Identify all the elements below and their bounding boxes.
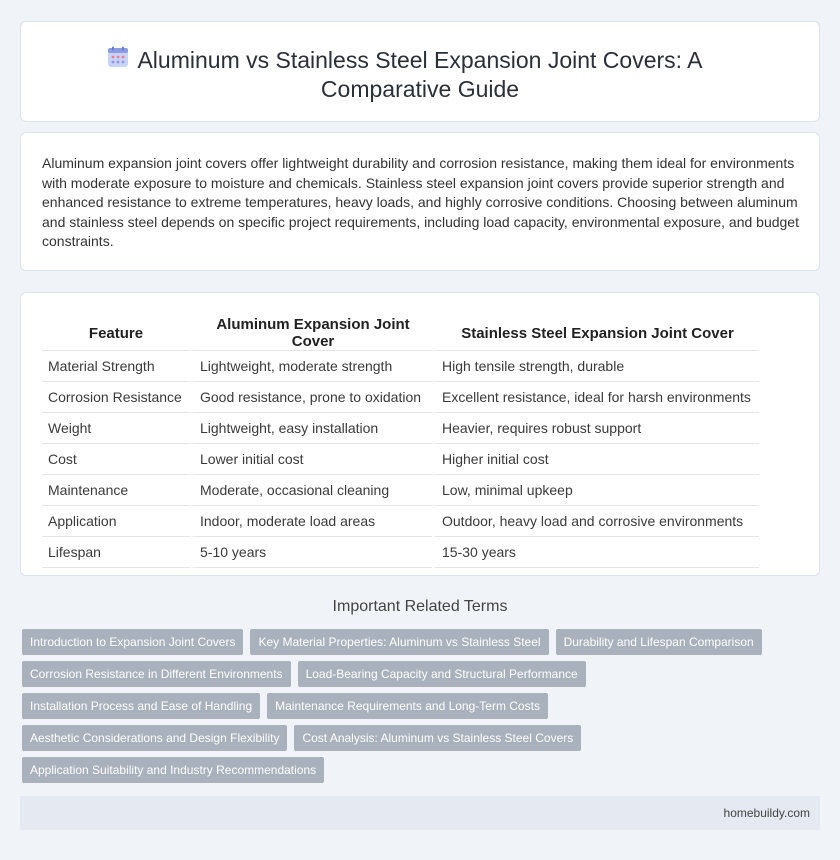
intro-card xyxy=(20,132,820,271)
related-term-tag[interactable]: Durability and Lifespan Comparison xyxy=(556,629,762,655)
intro-paragraph: Aluminum expansion joint covers offer lightweight durability and corrosion resistance, making them ideal for environments with moderate exposure to moisture and chemicals. Stainless steel expansion joint covers provide superior strength and enhanced resistance to extreme temperatures, heavy loads, and highly corrosive conditions. Choosing between aluminum and stainless steel depends on specific project requirements, including load capacity, environmental exposure, and budget constraints. xyxy=(42,155,799,249)
comparison-table-card xyxy=(20,292,820,576)
feature-cell: Corrosion Resistance xyxy=(42,382,190,413)
aluminum-cell: Lightweight, easy installation xyxy=(190,413,432,444)
stainless-cell: 15-30 years xyxy=(432,537,759,568)
table-row xyxy=(42,413,759,444)
stainless-cell: High tensile strength, durable xyxy=(432,351,759,382)
page-title-line-2: Comparative Guide xyxy=(320,76,520,102)
related-term-tag[interactable]: Introduction to Expansion Joint Covers xyxy=(22,629,243,655)
feature-cell: Application xyxy=(42,506,190,537)
page-title-line-1: Aluminum vs Stainless Steel Expansion Joint Covers: A xyxy=(137,47,703,73)
header-feature: Feature xyxy=(42,316,190,351)
footer-site-link[interactable]: homebuildy.com xyxy=(723,806,810,820)
aluminum-cell: Moderate, occasional cleaning xyxy=(190,475,432,506)
stainless-cell: Higher initial cost xyxy=(432,444,759,475)
stainless-cell: Excellent resistance, ideal for harsh environments xyxy=(432,382,759,413)
table-row xyxy=(42,382,759,413)
related-terms-heading: Important Related Terms xyxy=(332,598,508,615)
feature-cell: Lifespan xyxy=(42,537,190,568)
feature-cell: Cost xyxy=(42,444,190,475)
feature-cell: Material Strength xyxy=(42,351,190,382)
related-term-tag[interactable]: Corrosion Resistance in Different Environments xyxy=(22,661,291,687)
related-term-tag[interactable]: Installation Process and Ease of Handling xyxy=(22,693,260,719)
related-term-tag[interactable]: Application Suitability and Industry Recommendations xyxy=(22,757,324,783)
aluminum-cell: Indoor, moderate load areas xyxy=(190,506,432,537)
header-stainless-steel: Stainless Steel Expansion Joint Cover xyxy=(432,316,759,351)
related-term-tag[interactable]: Key Material Properties: Aluminum vs Stainless Steel xyxy=(250,629,548,655)
related-term-tag[interactable]: Maintenance Requirements and Long-Term Costs xyxy=(267,693,548,719)
stainless-cell: Heavier, requires robust support xyxy=(432,413,759,444)
table-row xyxy=(42,506,759,537)
calendar-icon xyxy=(107,46,129,68)
aluminum-cell: Lower initial cost xyxy=(190,444,432,475)
page-title xyxy=(21,46,819,104)
aluminum-cell: 5-10 years xyxy=(190,537,432,568)
aluminum-cell: Good resistance, prone to oxidation xyxy=(190,382,432,413)
feature-cell: Maintenance xyxy=(42,475,190,506)
stainless-cell: Low, minimal upkeep xyxy=(432,475,759,506)
related-term-tag[interactable]: Cost Analysis: Aluminum vs Stainless Steel Covers xyxy=(294,725,581,751)
related-term-tag[interactable]: Load-Bearing Capacity and Structural Performance xyxy=(298,661,586,687)
table-row xyxy=(42,475,759,506)
table-row xyxy=(42,537,759,568)
related-term-tag[interactable]: Aesthetic Considerations and Design Flexibility xyxy=(22,725,287,751)
comparison-table xyxy=(42,316,759,568)
title-card xyxy=(20,21,820,122)
table-row xyxy=(42,444,759,475)
table-row xyxy=(42,351,759,382)
related-terms-tags xyxy=(22,629,812,789)
table-header-row xyxy=(42,316,759,351)
feature-cell: Weight xyxy=(42,413,190,444)
aluminum-cell: Lightweight, moderate strength xyxy=(190,351,432,382)
header-aluminum: Aluminum Expansion Joint Cover xyxy=(190,316,432,351)
stainless-cell: Outdoor, heavy load and corrosive environments xyxy=(432,506,759,537)
footer xyxy=(20,796,820,830)
